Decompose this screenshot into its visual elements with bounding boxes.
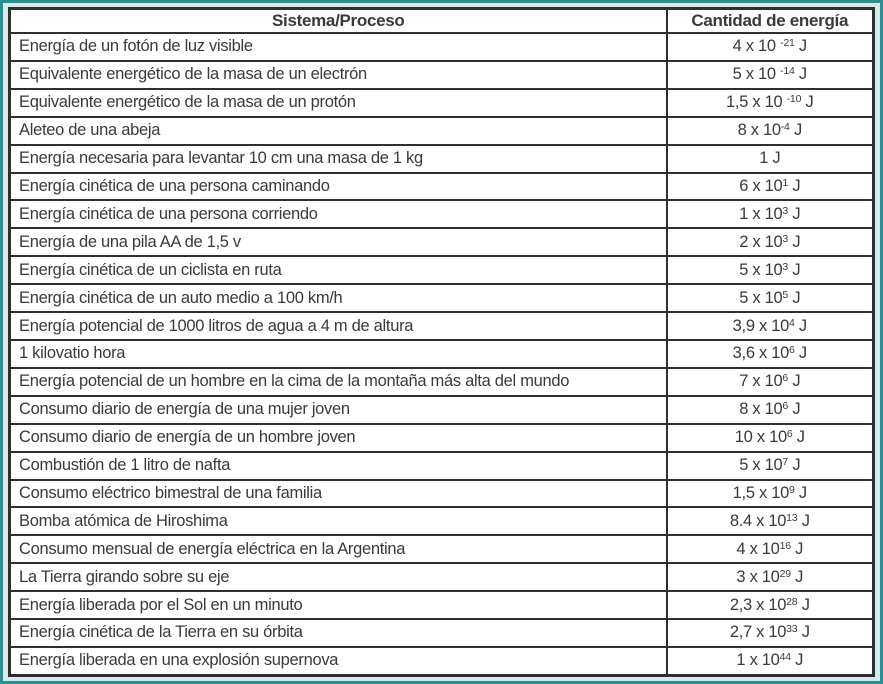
- header-row: [10, 9, 874, 34]
- table-row: [10, 312, 874, 340]
- table-row: [10, 173, 874, 201]
- energy-value-cell: 5 x $10^7$ J: [667, 452, 874, 480]
- exponent: 6: [782, 400, 789, 413]
- column-header-cantidad-energia: Cantidad de energía: [667, 9, 874, 34]
- exponent: 29: [779, 567, 791, 580]
- system-process-cell: Energía necesaria para levantar 10 cm una masa de 1 kg: [10, 145, 667, 173]
- system-process-cell: Energía de una pila AA de 1,5 v: [10, 228, 667, 256]
- energy-value-cell: 5 x $10^5$ J: [667, 284, 874, 312]
- table-row: [10, 647, 874, 676]
- energy-value-cell: 1 J: [667, 145, 874, 173]
- column-header-sistema-proceso: Sistema/Proceso: [10, 9, 667, 34]
- system-process-cell: Energía liberada por el Sol en un minuto: [10, 591, 667, 619]
- exponent: 4: [788, 316, 795, 329]
- table-row: [10, 61, 874, 89]
- exponent: 9: [788, 483, 795, 496]
- energy-table: [8, 7, 875, 677]
- system-process-cell: Energía cinética de un ciclista en ruta: [10, 256, 667, 284]
- exponent: 13: [786, 511, 798, 524]
- exponent: 3: [782, 204, 789, 217]
- energy-value-cell: 3,6 x $10^6$ J: [667, 340, 874, 368]
- exponent: 3: [782, 260, 789, 273]
- system-process-cell: Bomba atómica de Hiroshima: [10, 507, 667, 535]
- exponent: 44: [779, 651, 791, 664]
- table-row: [10, 228, 874, 256]
- system-process-cell: Energía cinética de un auto medio a 100 km/h: [10, 284, 667, 312]
- energy-value-cell: 4 x 10 $^{-21}$ J: [667, 33, 874, 61]
- table-row: [10, 89, 874, 117]
- table-row: [10, 563, 874, 591]
- energy-value-cell: 1 x $10^3$ J: [667, 200, 874, 228]
- energy-value-cell: 4 x $10^{16}$ J: [667, 535, 874, 563]
- energy-value-cell: 1,5 x 10 $^{-10}$ J: [667, 89, 874, 117]
- energy-value-cell: 1,5 x $10^9$ J: [667, 480, 874, 508]
- table-row: [10, 480, 874, 508]
- energy-value-cell: 8.4 x $10^{13}$ J: [667, 507, 874, 535]
- system-process-cell: Energía cinética de una persona caminando: [10, 173, 667, 201]
- table-row: [10, 396, 874, 424]
- exponent: 3: [782, 232, 789, 245]
- exponent: 7: [782, 456, 789, 469]
- energy-value-cell: 3 x $10^{29}$ J: [667, 563, 874, 591]
- table-row: [10, 145, 874, 173]
- system-process-cell: Energía cinética de la Tierra en su órbita: [10, 619, 667, 647]
- table-row: [10, 424, 874, 452]
- table-row: [10, 117, 874, 145]
- system-process-cell: 1 kilovatio hora: [10, 340, 667, 368]
- system-process-cell: Equivalente energético de la masa de un electrón: [10, 61, 667, 89]
- table-row: [10, 33, 874, 61]
- table-body: [10, 33, 874, 676]
- energy-value-cell: 10 x $10^6$ J: [667, 424, 874, 452]
- table-row: [10, 284, 874, 312]
- table-row: [10, 452, 874, 480]
- energy-value-cell: 2,7 x $10^{33}$ J: [667, 619, 874, 647]
- system-process-cell: Consumo mensual de energía eléctrica en la Argentina: [10, 535, 667, 563]
- exponent: 6: [782, 372, 789, 385]
- energy-value-cell: 1 x $10^{44}$ J: [667, 647, 874, 676]
- energy-value-cell: 2 x $10^3$ J: [667, 228, 874, 256]
- table-row: [10, 591, 874, 619]
- exponent: 6: [788, 344, 795, 357]
- system-process-cell: Equivalente energético de la masa de un protón: [10, 89, 667, 117]
- system-process-cell: Energía cinética de una persona corriendo: [10, 200, 667, 228]
- table-row: [10, 535, 874, 563]
- system-process-cell: Consumo diario de energía de un hombre joven: [10, 424, 667, 452]
- exponent: -4: [780, 121, 790, 134]
- exponent: -21: [780, 37, 795, 50]
- exponent: 6: [786, 428, 793, 441]
- system-process-cell: Aleteo de una abeja: [10, 117, 667, 145]
- exponent: 1: [782, 176, 789, 189]
- energy-value-cell: 8 x $10^{-4}$ J: [667, 117, 874, 145]
- table-row: [10, 200, 874, 228]
- system-process-cell: Energía de un fotón de luz visible: [10, 33, 667, 61]
- energy-value-cell: 6 x $10^1$ J: [667, 173, 874, 201]
- system-process-cell: La Tierra girando sobre su eje: [10, 563, 667, 591]
- energy-value-cell: 3,9 x $10^4$ J: [667, 312, 874, 340]
- system-process-cell: Energía potencial de un hombre en la cima de la montaña más alta del mundo: [10, 368, 667, 396]
- system-process-cell: Consumo eléctrico bimestral de una familia: [10, 480, 667, 508]
- table-row: [10, 507, 874, 535]
- exponent: 16: [779, 539, 791, 552]
- table-row: [10, 340, 874, 368]
- energy-value-cell: 5 x 10 $^{-14}$ J: [667, 61, 874, 89]
- energy-value-cell: 2,3 x $10^{28}$ J: [667, 591, 874, 619]
- system-process-cell: Energía potencial de 1000 litros de agua a 4 m de altura: [10, 312, 667, 340]
- energy-value-cell: 7 x $10^6$ J: [667, 368, 874, 396]
- exponent: 33: [786, 623, 798, 636]
- exponent: 5: [782, 288, 789, 301]
- system-process-cell: Energía liberada en una explosión supernova: [10, 647, 667, 676]
- system-process-cell: Combustión de 1 litro de nafta: [10, 452, 667, 480]
- table-row: [10, 368, 874, 396]
- exponent: -10: [786, 93, 802, 106]
- exponent: -14: [780, 65, 795, 78]
- system-process-cell: Consumo diario de energía de una mujer joven: [10, 396, 667, 424]
- energy-value-cell: 5 x $10^3$ J: [667, 256, 874, 284]
- exponent: 28: [786, 595, 798, 608]
- table-row: [10, 619, 874, 647]
- table-row: [10, 256, 874, 284]
- energy-value-cell: 8 x $10^6$ J: [667, 396, 874, 424]
